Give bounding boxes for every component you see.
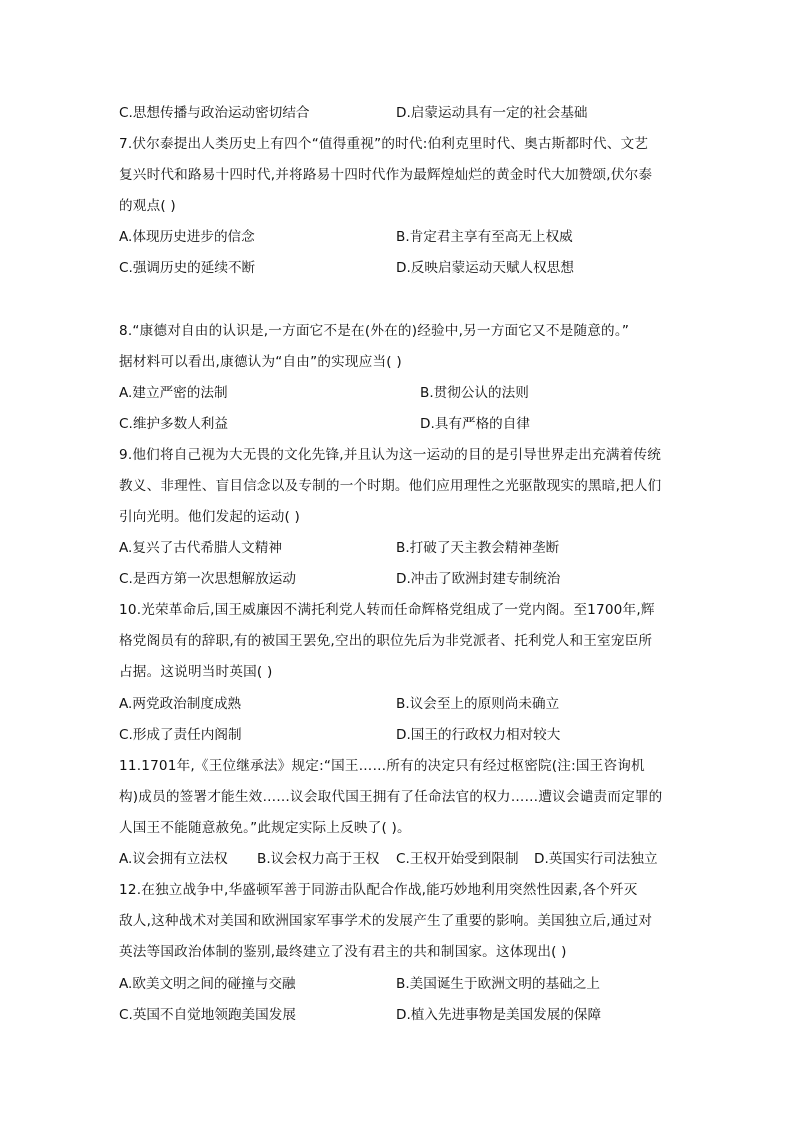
q10-option-b: B.议会至上的原则尚未确立 xyxy=(396,696,560,712)
q11-stem-line-1: 11.1701年,《王位继承法》规定:“国王……所有的决定只有经过枢密院(注:国王咨询机 xyxy=(119,758,645,774)
q8-options-ab xyxy=(119,383,679,403)
q8-option-a: A.建立严密的法制 xyxy=(119,385,228,401)
q11-stem-line-3: 人国王不能随意赦免。”此规定实际上反映了( )。 xyxy=(119,820,411,836)
q9-option-c: C.是西方第一次思想解放运动 xyxy=(119,571,296,587)
q11-option-a: A.议会拥有立法权 xyxy=(119,851,228,867)
q8-stem-line-1: 8.“康德对自由的认识是,一方面它不是在(外在的)经验中,另一方面它又不是随意的。” xyxy=(119,323,630,339)
q12-option-c: C.英国不自觉地领跑美国发展 xyxy=(119,1007,296,1023)
q9-option-d: D.冲击了欧洲封建专制统治 xyxy=(396,571,561,587)
q11-option-b: B.议会权力高于王权 xyxy=(257,851,380,867)
q8-option-d: D.具有严格的自律 xyxy=(420,416,530,432)
q10-option-c: C.形成了责任内阁制 xyxy=(119,727,242,743)
q8-options-cd xyxy=(119,414,679,434)
q7-option-c: C.强调历史的延续不断 xyxy=(119,260,256,276)
q7-option-b: B.肯定君主享有至高无上权威 xyxy=(396,229,573,245)
q10-stem-line-3: 占据。这说明当时英国( ) xyxy=(119,664,273,680)
q7-stem-line-2: 复兴时代和路易十四时代,并将路易十四时代作为最辉煌灿烂的黄金时代大加赞颂,伏尔泰 xyxy=(119,167,653,183)
q10-options-ab xyxy=(119,694,679,714)
q12-stem-line-1: 12.在独立战争中,华盛顿军善于同游击队配合作战,能巧妙地利用突然性因素,各个歼灭 xyxy=(119,882,638,898)
q10-stem-line-2: 格党阁员有的辞职,有的被国王罢免,空出的职位先后为非党派者、托利党人和王室宠臣所 xyxy=(119,633,653,649)
q12-option-a: A.欧美文明之间的碰撞与交融 xyxy=(119,976,296,992)
q7-options-cd xyxy=(119,258,679,278)
q11-options xyxy=(119,849,679,869)
q8-option-c: C.维护多数人利益 xyxy=(119,416,228,432)
q7-option-d: D.反映启蒙运动天赋人权思想 xyxy=(396,260,574,276)
q6-option-d: D.启蒙运动具有一定的社会基础 xyxy=(396,105,588,121)
q12-option-d: D.植入先进事物是美国发展的保障 xyxy=(396,1007,602,1023)
q9-stem-line-1: 9.他们将自己视为大无畏的文化先锋,并且认为这一运动的目的是引导世界走出充满着传统 xyxy=(119,447,662,463)
q12-options-ab xyxy=(119,974,679,994)
q11-option-d: D.英国实行司法独立 xyxy=(534,851,658,867)
q9-options-ab xyxy=(119,538,679,558)
q9-stem-line-3: 引向光明。他们发起的运动( ) xyxy=(119,509,301,525)
q12-stem-line-3: 英法等国政治体制的鉴别,最终建立了没有君主的共和制国家。这体现出( ) xyxy=(119,944,567,960)
q9-stem-line-2: 教义、非理性、盲目信念以及专制的一个时期。他们应用理性之光驱散现实的黑暗,把人们 xyxy=(119,478,662,494)
q9-option-a: A.复兴了古代希腊人文精神 xyxy=(119,540,282,556)
q7-options-ab xyxy=(119,227,679,247)
q11-option-c: C.王权开始受到限制 xyxy=(396,851,519,867)
q10-option-a: A.两党政治制度成熟 xyxy=(119,696,242,712)
q12-options-cd xyxy=(119,1005,679,1025)
q8-option-b: B.贯彻公认的法则 xyxy=(420,385,529,401)
q10-stem-line-1: 10.光荣革命后,国王威廉因不满托利党人转而任命辉格党组成了一党内阁。至1700年,辉 xyxy=(119,602,655,618)
q7-stem-line-1: 7.伏尔泰提出人类历史上有四个“值得重视”的时代:伯利克里时代、奥古斯都时代、文艺 xyxy=(119,136,649,152)
q12-option-b: B.美国诞生于欧洲文明的基础之上 xyxy=(396,976,600,992)
q8-stem-line-2: 据材料可以看出,康德认为“自由”的实现应当( ) xyxy=(119,354,402,370)
q6-option-c: C.思想传播与政治运动密切结合 xyxy=(119,105,310,121)
q9-options-cd xyxy=(119,569,679,589)
q7-option-a: A.体现历史进步的信念 xyxy=(119,229,255,245)
q10-options-cd xyxy=(119,725,679,745)
q9-option-b: B.打破了天主教会精神垄断 xyxy=(396,540,560,556)
q11-stem-line-2: 构)成员的签署才能生效……议会取代国王拥有了任命法官的权力……遭议会谴责而定罪的 xyxy=(119,789,663,805)
q6-options-cd xyxy=(119,103,679,123)
q10-option-d: D.国王的行政权力相对较大 xyxy=(396,727,561,743)
q7-stem-line-3: 的观点( ) xyxy=(119,198,176,214)
q12-stem-line-2: 敌人,这种战术对美国和欧洲国家军事学术的发展产生了重要的影响。美国独立后,通过对 xyxy=(119,913,653,929)
